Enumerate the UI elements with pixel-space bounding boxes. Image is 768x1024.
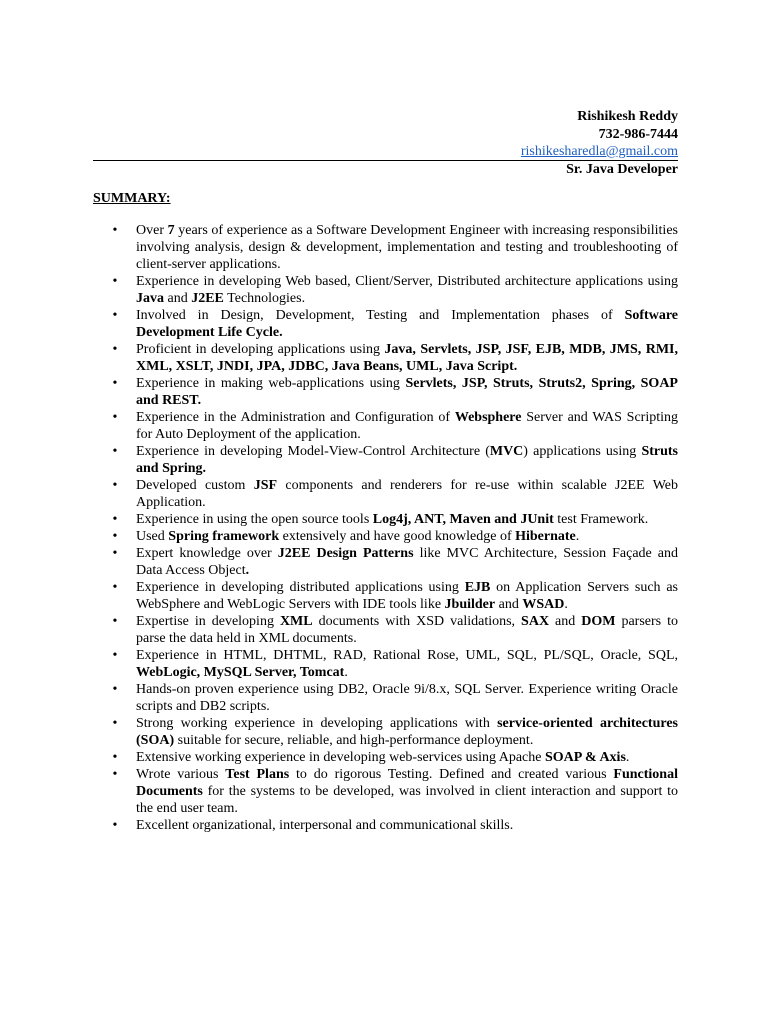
summary-item-bold-text: Java, Servlets, JSP, JSF, EJB, MDB, JMS, RMI, XML, XSLT, JNDI, JPA, JDBC, Java Beans, UML, Java Script. (136, 342, 678, 374)
summary-item (110, 749, 678, 766)
summary-item (110, 273, 678, 307)
summary-list (110, 222, 678, 834)
summary-item-text: like MVC Architecture, Session Façade and Data Access Object (136, 546, 679, 578)
summary-item-text: Extensive working experience in developing web-services using Apache (136, 750, 545, 765)
summary-item-text: Experience in the Administration and Configuration of (136, 410, 455, 425)
summary-item (110, 647, 678, 681)
summary-item-bold-text: JSF (253, 478, 278, 493)
summary-item-text: . (575, 529, 580, 544)
summary-item-bold-text: 7 (167, 223, 175, 238)
summary-item-bold-text: XML (279, 614, 313, 629)
candidate-name: Rishikesh Reddy (577, 109, 678, 124)
summary-item-bold-text: Websphere (454, 410, 522, 425)
summary-item-text: . (344, 665, 348, 680)
summary-item (110, 528, 678, 545)
summary-item-text: documents with XSD validations, (312, 614, 522, 629)
summary-item-text: Wrote various (136, 767, 226, 782)
summary-item-bold-text: Hibernate (515, 529, 576, 544)
summary-item-bold-text: . (245, 563, 250, 578)
summary-item-text: Developed custom (136, 478, 254, 493)
bullet-icon: • (112, 648, 118, 663)
summary-item-bold-text: Software Development Life Cycle. (136, 308, 678, 340)
summary-item (110, 375, 678, 409)
summary-item (110, 341, 678, 375)
summary-item-text: Experience in developing Web based, Client/Server, Distributed architecture applications using (136, 274, 678, 289)
summary-item-bold-text: service-oriented architectures (SOA) (136, 716, 678, 748)
summary-item-text: Experience in HTML, DHTML, RAD, Rational Rose, UML, SQL, PL/SQL, Oracle, SQL, (136, 648, 678, 663)
summary-item-text: years of experience as a Software Development Engineer with increasing responsibilities involving analysis, design & development, implementation and testing and troubleshooting of client-server applications. (136, 223, 678, 272)
summary-item (110, 477, 678, 511)
summary-item-text: suitable for secure, reliable, and high-performance deployment. (174, 733, 534, 748)
bullet-icon: • (112, 512, 118, 527)
summary-item-bold-text: EJB (464, 580, 491, 595)
summary-item-text: and (164, 291, 192, 306)
summary-item-text: parsers to parse the data held in XML documents. (136, 614, 678, 646)
summary-item-text: Expertise in developing (136, 614, 280, 629)
summary-item-text: Hands-on proven experience using DB2, Oracle 9i/8.x, SQL Server. Experience writing Oracle scripts and DB2 scripts. (136, 682, 678, 714)
summary-item-bold-text: SAX (521, 614, 550, 629)
bullet-icon: • (112, 682, 118, 697)
summary-item-text: . (625, 750, 630, 765)
summary-item-text: on Application Servers such as WebSphere and WebLogic Servers with IDE tools like (136, 580, 678, 612)
header-rule (93, 160, 678, 161)
summary-item-text: Technologies. (223, 291, 306, 306)
summary-item-bold-text: MVC (489, 444, 524, 459)
summary-item-text: for the systems to be developed, was involved in client interaction and support to the end user team. (136, 784, 678, 816)
summary-item-text: and (495, 597, 523, 612)
summary-item-text: components and renderers for re-use within scalable J2EE Web Application. (136, 478, 678, 510)
summary-item-bold-text: Struts and Spring. (136, 444, 678, 476)
summary-item (110, 409, 678, 443)
bullet-icon: • (112, 342, 118, 357)
summary-item-bold-text: SOAP & Axis (544, 750, 626, 765)
summary-item-text: extensively and have good knowledge of (279, 529, 516, 544)
summary-item (110, 613, 678, 647)
bullet-icon: • (112, 223, 118, 238)
summary-item-bold-text: WebLogic, MySQL Server, Tomcat (136, 665, 345, 680)
summary-item-text: Over (136, 223, 168, 238)
job-title: Sr. Java Developer (566, 161, 678, 177)
summary-item-text: Involved in Design, Development, Testing and Implementation phases of (136, 308, 625, 323)
summary-item-bold-text: DOM (581, 614, 616, 629)
summary-item-bold-text: WSAD (522, 597, 565, 612)
summary-item-text: Experience in making web-applications using (136, 376, 406, 391)
summary-item-bold-text: J2EE (191, 291, 224, 306)
bullet-icon: • (112, 716, 118, 731)
contact-header (521, 108, 678, 178)
summary-item (110, 715, 678, 749)
summary-item-text: . (564, 597, 568, 612)
summary-item (110, 817, 678, 834)
summary-item-bold-text: Functional Documents (136, 767, 678, 799)
bullet-icon: • (112, 410, 118, 425)
summary-item-bold-text: Log4j, ANT, Maven and JUnit (372, 512, 554, 527)
summary-item (110, 579, 678, 613)
summary-item-text: and (549, 614, 582, 629)
summary-item (110, 511, 678, 528)
phone-number: 732-986-7444 (598, 126, 678, 142)
summary-item-bold-text: Servlets, JSP, Struts, Struts2, Spring, SOAP and REST. (136, 376, 678, 408)
summary-item-text: Excellent organizational, interpersonal and communicational skills. (136, 818, 514, 833)
summary-item (110, 443, 678, 477)
bullet-icon: • (112, 478, 118, 493)
summary-item-text: Experience in developing distributed applications using (136, 580, 465, 595)
summary-item-text: Expert knowledge over (136, 546, 278, 561)
bullet-icon: • (112, 308, 118, 323)
summary-item-text: test Framework. (553, 512, 649, 527)
summary-item-text: to do rigorous Testing. Defined and created various (289, 767, 614, 782)
email-link[interactable]: rishikesharedla@gmail.com (520, 144, 678, 159)
summary-item-bold-text: J2EE Design Patterns (277, 546, 414, 561)
bullet-icon: • (112, 580, 118, 595)
bullet-icon: • (112, 444, 118, 459)
bullet-icon: • (112, 376, 118, 391)
summary-item (110, 222, 678, 273)
summary-item-text: Proficient in developing applications using (136, 342, 385, 357)
bullet-icon: • (112, 818, 118, 833)
bullet-icon: • (112, 767, 118, 782)
summary-item-text: ) applications using (523, 444, 642, 459)
summary-heading: SUMMARY: (93, 191, 171, 206)
bullet-icon: • (112, 750, 118, 765)
summary-item-bold-text: Java (136, 291, 164, 306)
summary-item-text: Experience in using the open source tools (136, 512, 373, 527)
summary-item (110, 766, 678, 817)
bullet-icon: • (112, 274, 118, 289)
summary-item-bold-text: Test Plans (225, 767, 290, 782)
bullet-icon: • (112, 529, 118, 544)
summary-item-text: Used (136, 529, 169, 544)
summary-item-text: Experience in developing Model-View-Control Architecture ( (136, 444, 490, 459)
bullet-icon: • (112, 546, 118, 561)
summary-item-text: Strong working experience in developing applications with (136, 716, 498, 731)
summary-item-text: Server and WAS Scripting for Auto Deployment of the application. (136, 410, 678, 442)
summary-item (110, 681, 678, 715)
summary-item-bold-text: Jbuilder (444, 597, 496, 612)
summary-item-bold-text: Spring framework (168, 529, 280, 544)
summary-item (110, 545, 678, 579)
summary-item (110, 307, 678, 341)
bullet-icon: • (112, 614, 118, 629)
